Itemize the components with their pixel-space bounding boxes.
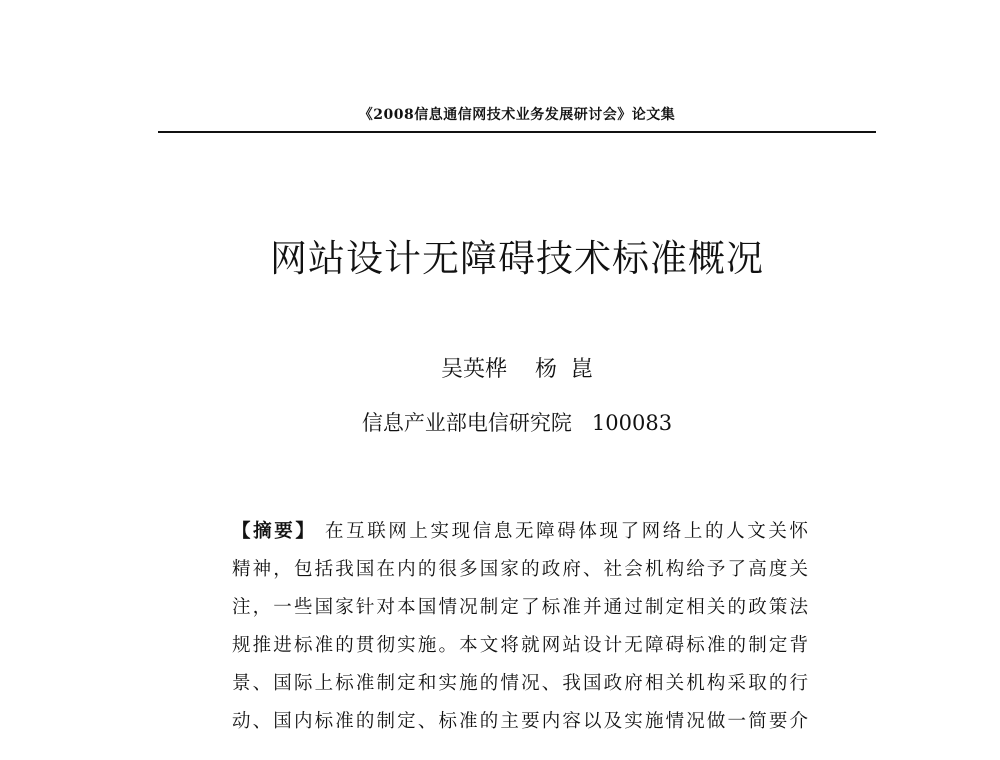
abstract-line-3: 注，一些国家针对本国情况制定了标准并通过制定相关的政策法 <box>232 597 808 618</box>
abstract-line-6: 动、国内标准的制定、标准的主要内容以及实施情况做一简要介 <box>232 711 808 732</box>
paper-title: 网站设计无障碍技术标准概况 <box>270 237 764 280</box>
author-affiliation: 信息产业部电信研究院 100083 <box>361 411 673 435</box>
abstract-label: 【摘要】 <box>232 521 317 542</box>
abstract-line-2: 精神，包括我国在内的很多国家的政府、社会机构给予了高度关 <box>232 559 808 580</box>
abstract-body <box>232 513 808 741</box>
running-header: 《2008信息通信网技术业务发展研讨会》论文集 <box>358 107 676 123</box>
header-rule <box>158 131 876 133</box>
abstract-line-1-text: 在互联网上实现信息无障碍体现了网络上的人文关怀 <box>324 521 808 542</box>
abstract-line-4: 规推进标准的贯彻实施。本文将就网站设计无障碍标准的制定背 <box>232 635 808 656</box>
paper-authors: 吴英桦 杨 崑 <box>441 357 593 382</box>
abstract-line-5: 景、国际上标准制定和实施的情况、我国政府相关机构采取的行 <box>232 673 808 694</box>
abstract-line-1 <box>232 513 808 551</box>
